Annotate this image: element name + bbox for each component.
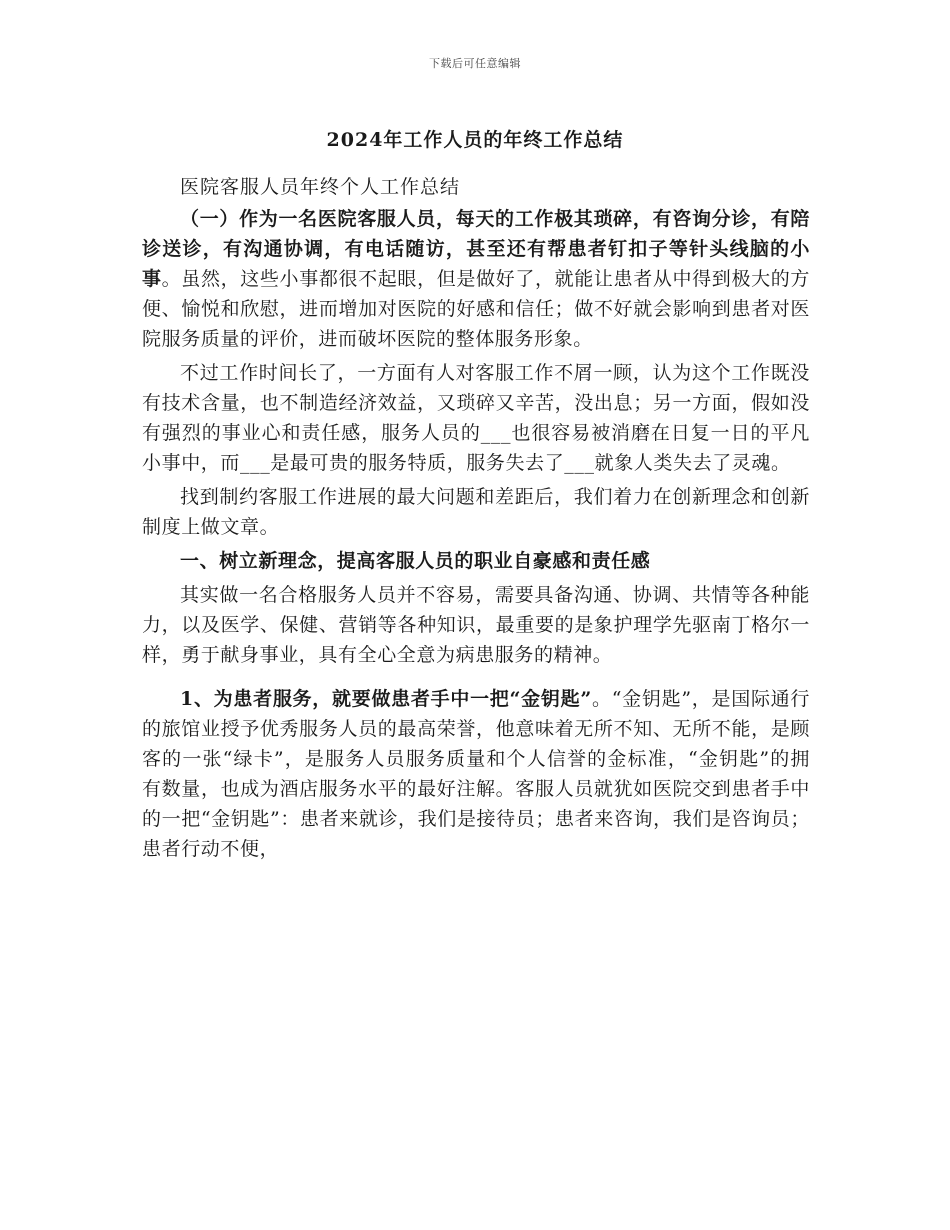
paragraph-3: 找到制约客服工作进展的最大问题和差距后，我们着力在创新理念和创新制度上做文章。 xyxy=(142,486,810,538)
paragraph-1-text: 。虽然，这些小事都很不起眼，但是做好了，就能让患者从中得到极大的方便、愉悦和欣慰，进而增加对医院的好感和信任；做不好就会影响到患者对医院服务质量的评价，进而破坏医院的整体服务形象。 xyxy=(142,268,810,350)
header-note: 下载后可任意编辑 xyxy=(429,57,521,70)
document-subtitle: 医院客服人员年终个人工作总结 xyxy=(180,176,461,198)
document-title: 2024年工作人员的年终工作总结 xyxy=(326,129,624,151)
paragraph-1 xyxy=(142,204,810,354)
paragraph-5-text: 。“金钥匙”，是国际通行的旅馆业授予优秀服务人员的最高荣誉，他意味着无所不知、无所不能，是顾客的一张“绿卡”，是服务人员服务质量和个人信誉的金标准，“金钥匙”的拥有数量，也成为酒店服务水平的最好注解。客服人员就犹如医院交到患者手中的一把“金钥匙”：患者来就诊，我们是接待员；患者来咨询，我们是咨询员；患者行动不便， xyxy=(142,688,810,860)
paragraph-2: 不过工作时间长了，一方面有人对客服工作不屑一顾，认为这个工作既没有技术含量，也不制造经济效益，又琐碎又辛苦，没出息；另一方面，假如没有强烈的事业心和责任感，服务人员的___也很容易被消磨在日复一日的平凡小事中，而___是最可贵的服务特质，服务失去了___就象人类失去了灵魂。 xyxy=(142,362,810,474)
paragraph-5-bold: 1、为患者服务，就要做患者手中一把“金钥匙” xyxy=(180,688,592,710)
document-body xyxy=(142,172,810,868)
paragraph-1-bold: （一）作为一名医院客服人员，每天的工作极其琐碎，有咨询分诊，有陪诊送诊，有沟通协调，有电话随访，甚至还有帮患者钉扣子等针头线脑的小事 xyxy=(142,208,810,290)
paragraph-5 xyxy=(142,684,810,864)
section-heading-1: 一、树立新理念，提高客服人员的职业自豪感和责任感 xyxy=(180,550,651,572)
paragraph-4: 其实做一名合格服务人员并不容易，需要具备沟通、协调、共情等各种能力，以及医学、保健、营销等各种知识，最重要的是象护理学先驱南丁格尔一样，勇于献身事业，具有全心全意为病患服务的精神。 xyxy=(142,584,810,666)
